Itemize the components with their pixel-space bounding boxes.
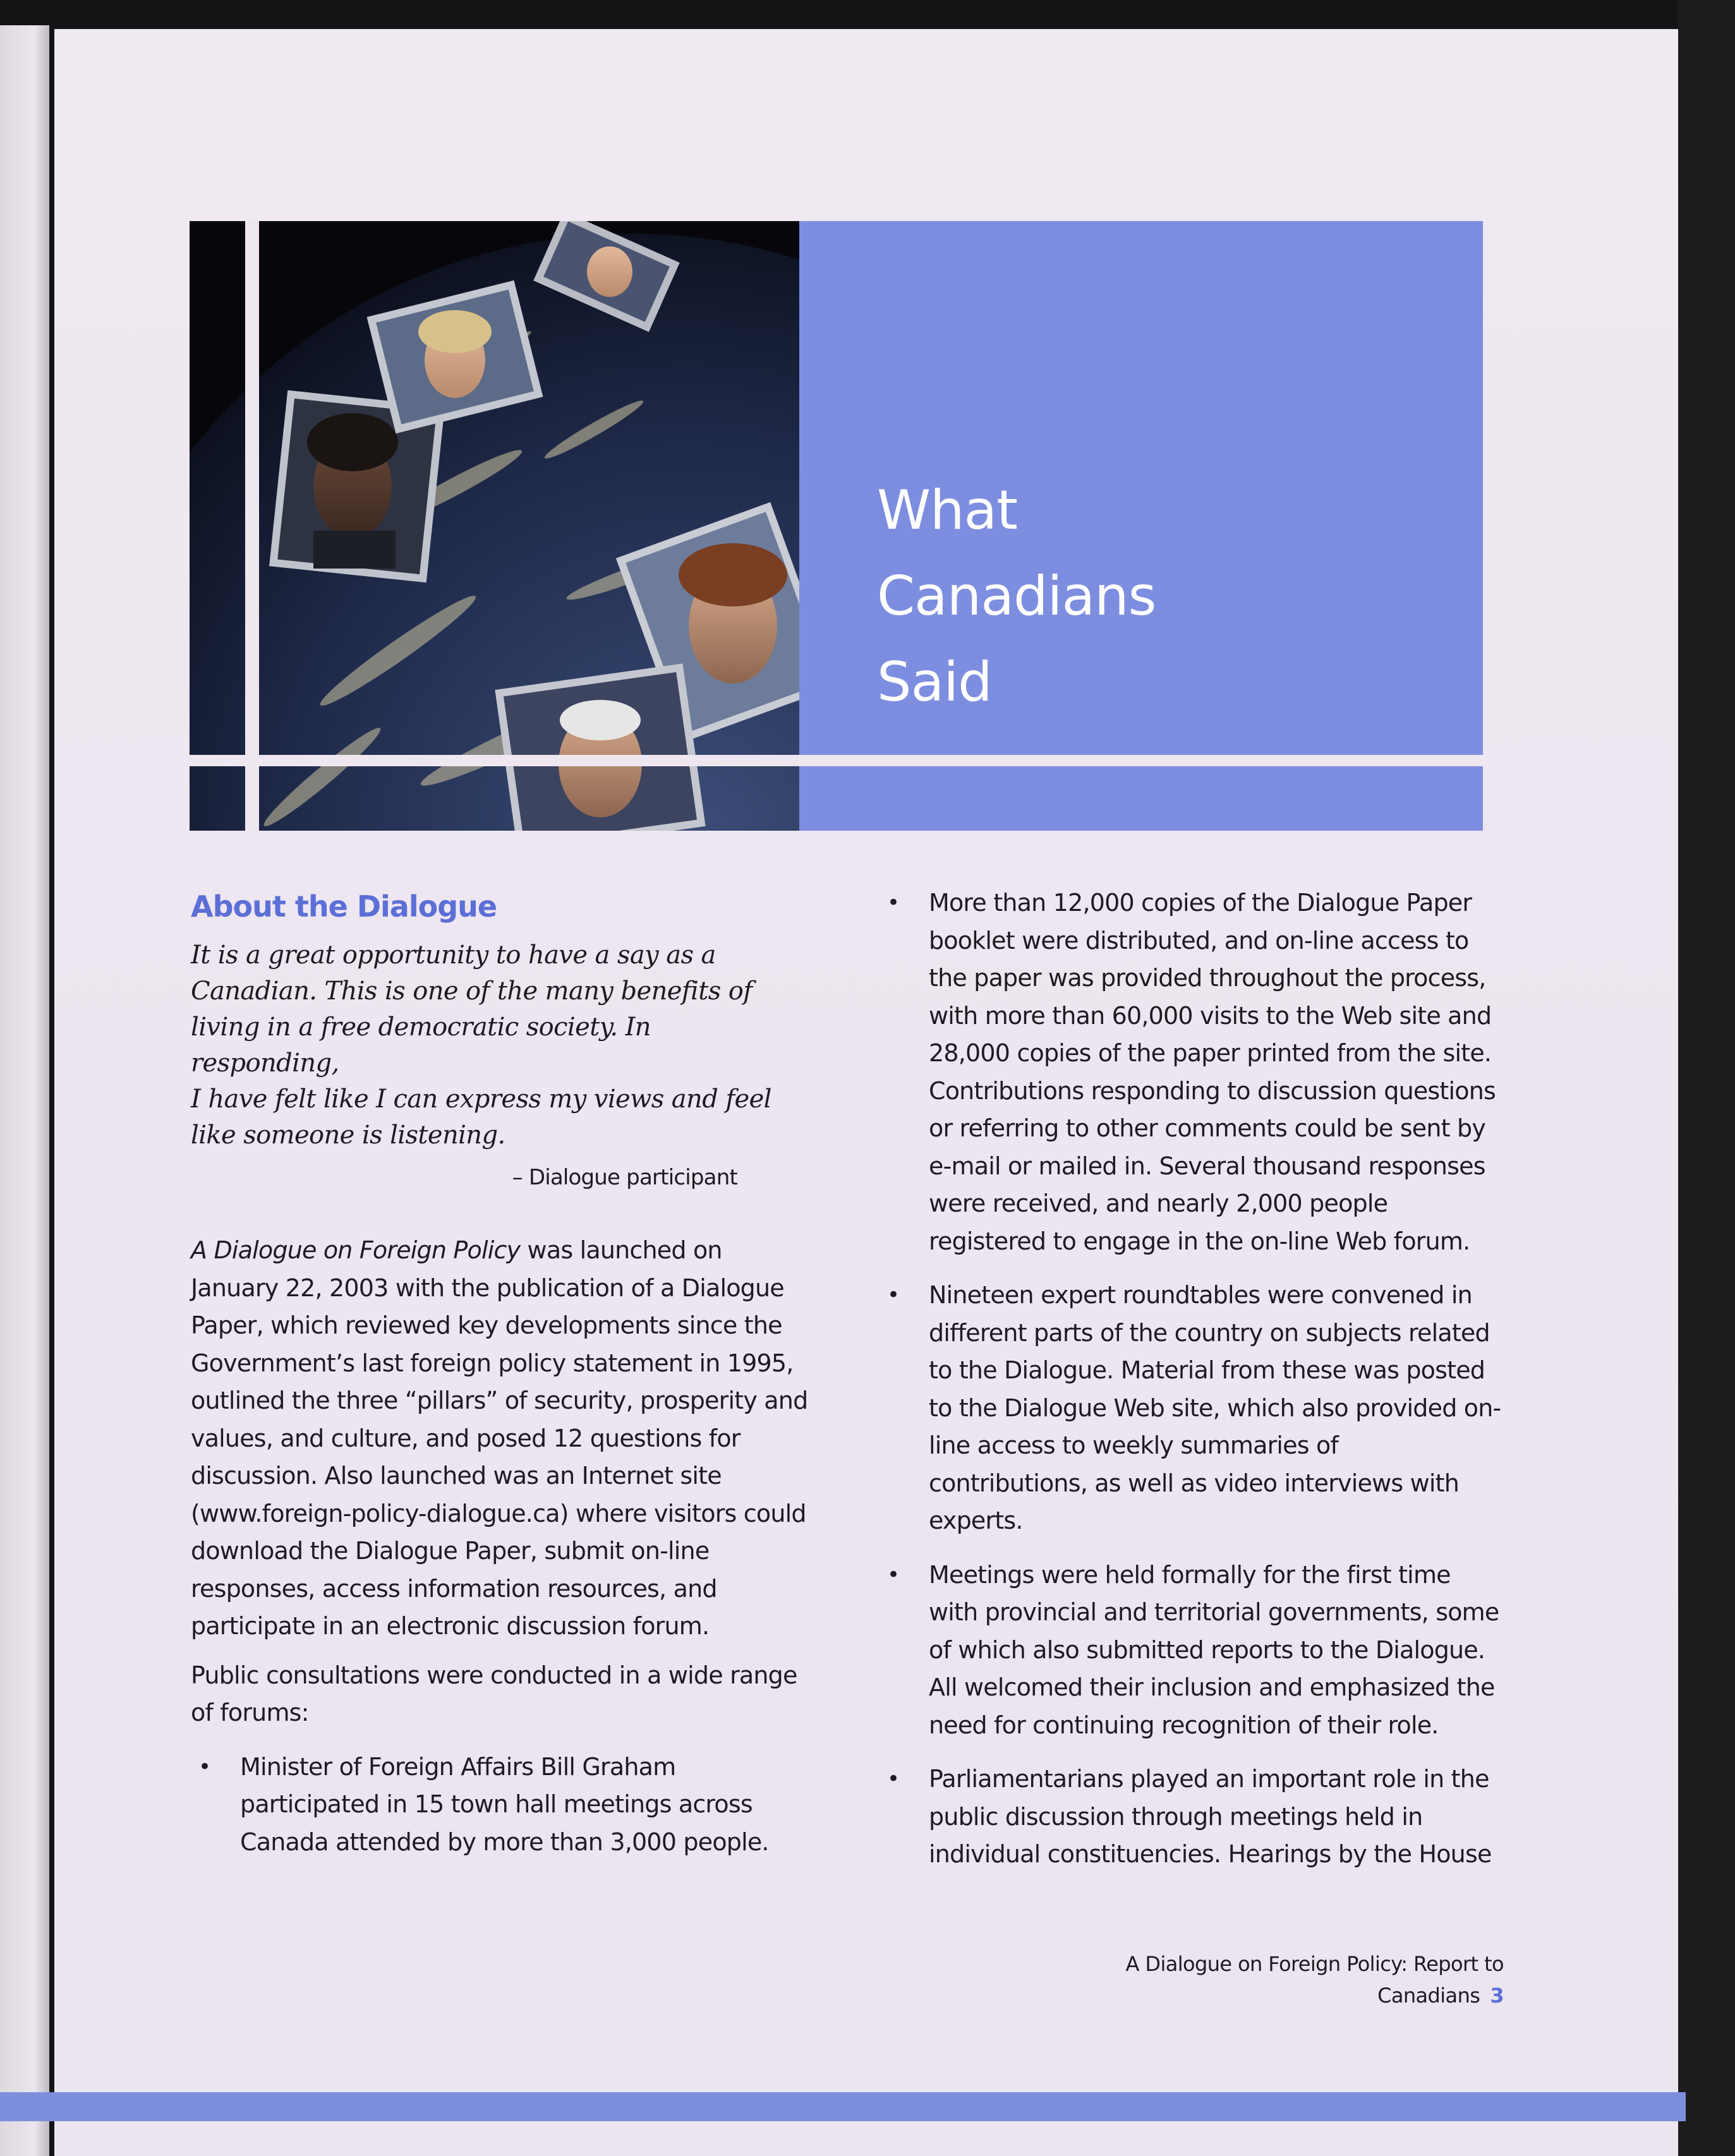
quote-line: Canadian. This is one of the many benefits of bbox=[191, 977, 753, 1006]
page-title-line-3: Said bbox=[877, 651, 992, 714]
bullet-icon: • bbox=[887, 1766, 900, 1792]
consultations-paragraph: Public consultations were conducted in a wide range of forums: bbox=[191, 1661, 797, 1726]
intro-paragraph bbox=[191, 1232, 816, 1646]
quote-line: like someone is listening. bbox=[191, 1121, 505, 1150]
intro-paragraph-text: was launched on January 22, 2003 with the publication of a Dialogue Paper, which reviewed key developments since the Government’s last foreign policy statement in 1995, outlined the three “pillars” of security, prosperity and values, and culture, and posed 12 questions for discussion. Also launched was an Internet site (www.foreign-policy-dialogue.ca) where visitors could download the Dialogue Paper, submit on-line responses, access information resources, and participate in an electronic discussion forum. bbox=[191, 1236, 808, 1640]
left-column bbox=[191, 884, 816, 1877]
quote-line: I have felt like I can express my views and feel bbox=[191, 1085, 771, 1114]
list-item-text: Parliamentarians played an important role in the public discussion through meetings held in individual constituencies. Hearings by the House bbox=[929, 1765, 1492, 1868]
bullet-icon: • bbox=[887, 1282, 900, 1308]
quote-line: living in a free democratic society. In responding, bbox=[191, 1013, 651, 1078]
footer-title: A Dialogue on Foreign Policy: Report to Canadians bbox=[1125, 1952, 1504, 2008]
bullet-icon: • bbox=[887, 890, 900, 915]
bullet-icon: • bbox=[198, 1754, 211, 1780]
face-tile-4 bbox=[495, 663, 705, 831]
page-title bbox=[877, 467, 1446, 725]
background-right bbox=[1678, 0, 1735, 2156]
right-column bbox=[880, 884, 1502, 1890]
list-item-text: Meetings were held formally for the first time with provincial and territorial governments, some of which also submitted reports to the Dialogue. All welcomed their inclusion and emphasized the need for continuing recognition of their role. bbox=[929, 1560, 1499, 1739]
page-number: 3 bbox=[1490, 1984, 1504, 2008]
list-item-text: Minister of Foreign Affairs Bill Graham participated in 15 town hall meetings across Canada attended by more than 3,000 people. bbox=[240, 1752, 769, 1856]
quote-line: It is a great opportunity to have a say as a bbox=[191, 941, 716, 970]
bottom-strip-left bbox=[0, 2092, 49, 2121]
publication-title: A Dialogue on Foreign Policy bbox=[191, 1236, 521, 1264]
list-item bbox=[880, 1277, 1502, 1540]
quote-attribution: – Dialogue participant bbox=[512, 1165, 737, 1190]
panel-divider-horizontal bbox=[799, 755, 1483, 766]
left-page-edge bbox=[0, 25, 49, 2156]
forums-list-continued bbox=[880, 884, 1502, 1874]
forums-list bbox=[191, 1749, 816, 1862]
bullet-icon: • bbox=[887, 1562, 900, 1587]
list-item bbox=[191, 1749, 816, 1862]
list-item-text: More than 12,000 copies of the Dialogue Paper booklet were distributed, and on-line access to the paper was provided throughout the process, with more than 60,000 visits to the Web site and 28,000 copies of the paper printed from the site. Contributions responding to discussion questions or referring to other comments could be sent by e-mail or mailed in. Several thousand responses were received, and nearly 2,000 people registered to engage in the on-line Web forum. bbox=[929, 889, 1496, 1255]
bottom-accent-band bbox=[49, 2092, 1686, 2121]
list-item-text: Nineteen expert roundtables were convened in different parts of the country on subjects related to the Dialogue. Material from these was posted to the Dialogue Web site, which also provided on-line access to weekly summaries of contributions, as well as video interviews with experts. bbox=[929, 1281, 1501, 1534]
globe-photo bbox=[190, 221, 799, 831]
section-heading: About the Dialogue bbox=[191, 889, 497, 924]
list-item bbox=[880, 1557, 1502, 1745]
page-title-line-1: What bbox=[877, 479, 1017, 542]
list-item bbox=[880, 884, 1502, 1260]
page-title-line-2: Canadians bbox=[877, 565, 1156, 628]
page-footer bbox=[998, 1948, 1504, 2011]
globe-illustration bbox=[190, 221, 799, 831]
list-item bbox=[880, 1761, 1502, 1874]
participant-quote bbox=[191, 937, 778, 1153]
